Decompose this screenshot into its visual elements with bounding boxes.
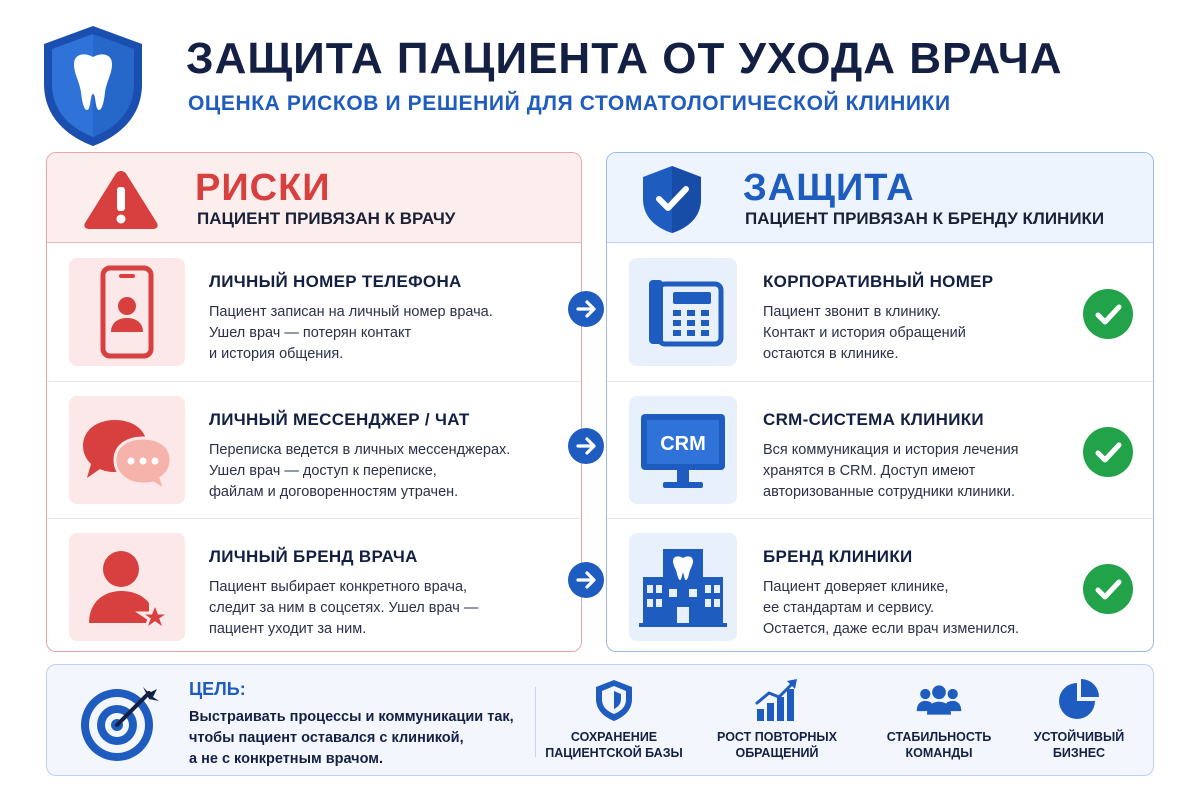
benefit-item: [869, 677, 1009, 767]
risks-panel: [46, 152, 582, 652]
risk-icon-tile: [69, 396, 185, 504]
protection-item-description: Пациент доверяет клинике, ее стандартам и сервису. Остается, даже если врач изменился.: [763, 579, 1020, 637]
target-arrow-icon: [77, 679, 163, 765]
risks-header: [47, 153, 581, 243]
benefit-item: [544, 677, 684, 767]
protection-item-title: КОРПОРАТИВНЫЙ НОМЕР: [763, 272, 994, 291]
risk-item-description: Переписка ведется в личных мессенджерах. Ушел врач — доступ к переписке, файлам и договоренностям утрачен.: [209, 442, 511, 500]
protection-item-description: Вся коммуникация и история лечения хранятся в CRM. Доступ имеют авторизованные сотрудники клиники.: [763, 442, 1019, 500]
benefit-label: УСТОЙЧИВЫЙ БИЗНЕС: [1033, 730, 1125, 760]
chat-bubbles-icon: [69, 396, 185, 504]
protection-item-corporate-number: [607, 244, 1153, 380]
benefit-label: СТАБИЛЬНОСТЬ КОМАНДЫ: [886, 730, 992, 760]
check-icon: [1083, 289, 1133, 339]
page-subtitle: ОЦЕНКА РИСКОВ И РЕШЕНИЙ ДЛЯ СТОМАТОЛОГИЧЕСКОЙ КЛИНИКИ: [188, 92, 951, 115]
risk-item-description: Пациент выбирает конкретного врача, следит за ним в соцсетях. Ушел врач — пациент уходит за ним.: [209, 579, 479, 637]
protection-item-crm: [607, 381, 1153, 517]
pie-chart-icon: [1055, 677, 1103, 723]
risk-item-personal-brand: [47, 518, 581, 652]
protection-icon-tile: [629, 258, 737, 366]
growth-chart-icon: [753, 677, 801, 723]
crm-icon-label: CRM: [660, 433, 706, 455]
check-icon: [1083, 427, 1133, 477]
protection-item-description: Пациент звонит в клинику. Контакт и история обращений остаются в клинике.: [763, 304, 966, 362]
arrow-right-icon: [568, 562, 604, 598]
risks-subtitle: ПАЦИЕНТ ПРИВЯЗАН К ВРАЧУ: [197, 209, 456, 228]
crm-monitor-icon: [629, 396, 737, 504]
protection-item-title: БРЕНД КЛИНИКИ: [763, 547, 913, 566]
goal-label: ЦЕЛЬ:: [189, 679, 246, 699]
risk-item-messenger: [47, 381, 581, 517]
protection-icon-tile: [629, 396, 737, 504]
shield-check-icon: [637, 163, 707, 235]
risk-item-title: ЛИЧНЫЙ НОМЕР ТЕЛЕФОНА: [209, 272, 462, 291]
protection-subtitle: ПАЦИЕНТ ПРИВЯЗАН К БРЕНДУ КЛИНИКИ: [745, 209, 1105, 228]
header: [0, 0, 1200, 150]
benefit-item: [1009, 677, 1149, 767]
clinic-building-icon: [629, 533, 737, 641]
benefit-label: РОСТ ПОВТОРНЫХ ОБРАЩЕНИЙ: [717, 730, 837, 760]
divider: [535, 687, 536, 757]
risk-item-title: ЛИЧНЫЙ МЕССЕНДЖЕР / ЧАТ: [209, 410, 470, 429]
arrow-right-icon: [568, 428, 604, 464]
goal-text: Выстраивать процессы и коммуникации так, чтобы пациент оставался с клиникой, а не с конкретным врачом.: [189, 709, 514, 767]
risks-title: РИСКИ: [195, 167, 331, 209]
tooth-shield-icon: [38, 22, 148, 148]
shield-icon: [590, 677, 638, 723]
warning-icon: [81, 167, 161, 231]
goal-bar: [46, 664, 1154, 776]
arrow-right-icon: [568, 291, 604, 327]
protection-item-title: CRM-СИСТЕМА КЛИНИКИ: [763, 410, 984, 429]
benefit-label: СОХРАНЕНИЕ ПАЦИЕНТСКОЙ БАЗЫ: [545, 730, 683, 760]
check-icon: [1083, 564, 1133, 614]
user-star-icon: [69, 533, 185, 641]
protection-header: [607, 153, 1153, 243]
protection-panel: [606, 152, 1154, 652]
risk-icon-tile: [69, 533, 185, 641]
risk-item-title: ЛИЧНЫЙ БРЕНД ВРАЧА: [209, 547, 418, 566]
team-icon: [915, 677, 963, 723]
risk-item-phone: [47, 244, 581, 380]
page-title: ЗАЩИТА ПАЦИЕНТА ОТ УХОДА ВРАЧА: [186, 34, 1063, 83]
protection-icon-tile: [629, 533, 737, 641]
risk-icon-tile: [69, 258, 185, 366]
protection-item-clinic-brand: [607, 518, 1153, 652]
desk-phone-icon: [629, 258, 737, 366]
risk-item-description: Пациент записан на личный номер врача. Ушел врач — потерян контакт и история общения.: [209, 304, 493, 362]
mobile-phone-user-icon: [69, 258, 185, 366]
protection-title: ЗАЩИТА: [743, 167, 915, 209]
benefit-item: [707, 677, 847, 767]
